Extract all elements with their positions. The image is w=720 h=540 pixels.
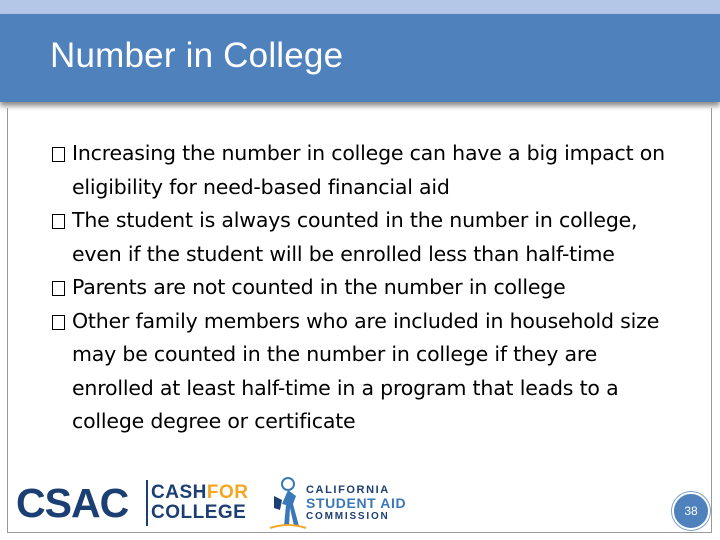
bullet-text: Parents are not counted in the number in college bbox=[72, 275, 566, 299]
bullet-text: Increasing the number in college can have a big impact on eligibility for need-based financial aid bbox=[72, 141, 665, 199]
commission-line1: CALIFORNIA bbox=[306, 484, 390, 496]
bullet-item bbox=[52, 204, 672, 271]
bullet-item bbox=[52, 137, 672, 204]
cash-word: CASH bbox=[151, 482, 207, 503]
bullet-list bbox=[52, 137, 672, 439]
top-accent-strip bbox=[0, 0, 720, 14]
bullet-box-icon bbox=[52, 214, 65, 229]
bullet-text: The student is always counted in the number in college, even if the student will be enrolled less than half-time bbox=[72, 208, 638, 266]
bullet-box-icon bbox=[52, 147, 65, 162]
bullet-box-icon bbox=[52, 281, 65, 296]
commission-line3: COMMISSION bbox=[306, 511, 390, 522]
commission-logo-text bbox=[306, 484, 406, 523]
footer-logos bbox=[10, 474, 430, 532]
cash-for-college-logo-line1 bbox=[151, 482, 248, 504]
bullet-box-icon bbox=[52, 315, 65, 330]
california-seal-icon bbox=[268, 474, 308, 532]
for-word: FOR bbox=[206, 482, 249, 503]
title-bar bbox=[0, 14, 720, 102]
page-number-badge: 38 bbox=[672, 492, 710, 530]
csac-logo: CSAC bbox=[16, 480, 129, 526]
bullet-item bbox=[52, 271, 672, 305]
logo-divider bbox=[146, 480, 148, 526]
commission-line2: STUDENT AID bbox=[306, 495, 407, 511]
cash-for-college-logo-line2: COLLEGE bbox=[151, 502, 247, 523]
bullet-item bbox=[52, 305, 672, 439]
slide-title: Number in College bbox=[50, 36, 344, 75]
bullet-text: Other family members who are included in household size may be counted in the number in college if they are enrolled at least half-time in a program that leads to a college degree or certificate bbox=[72, 308, 660, 433]
